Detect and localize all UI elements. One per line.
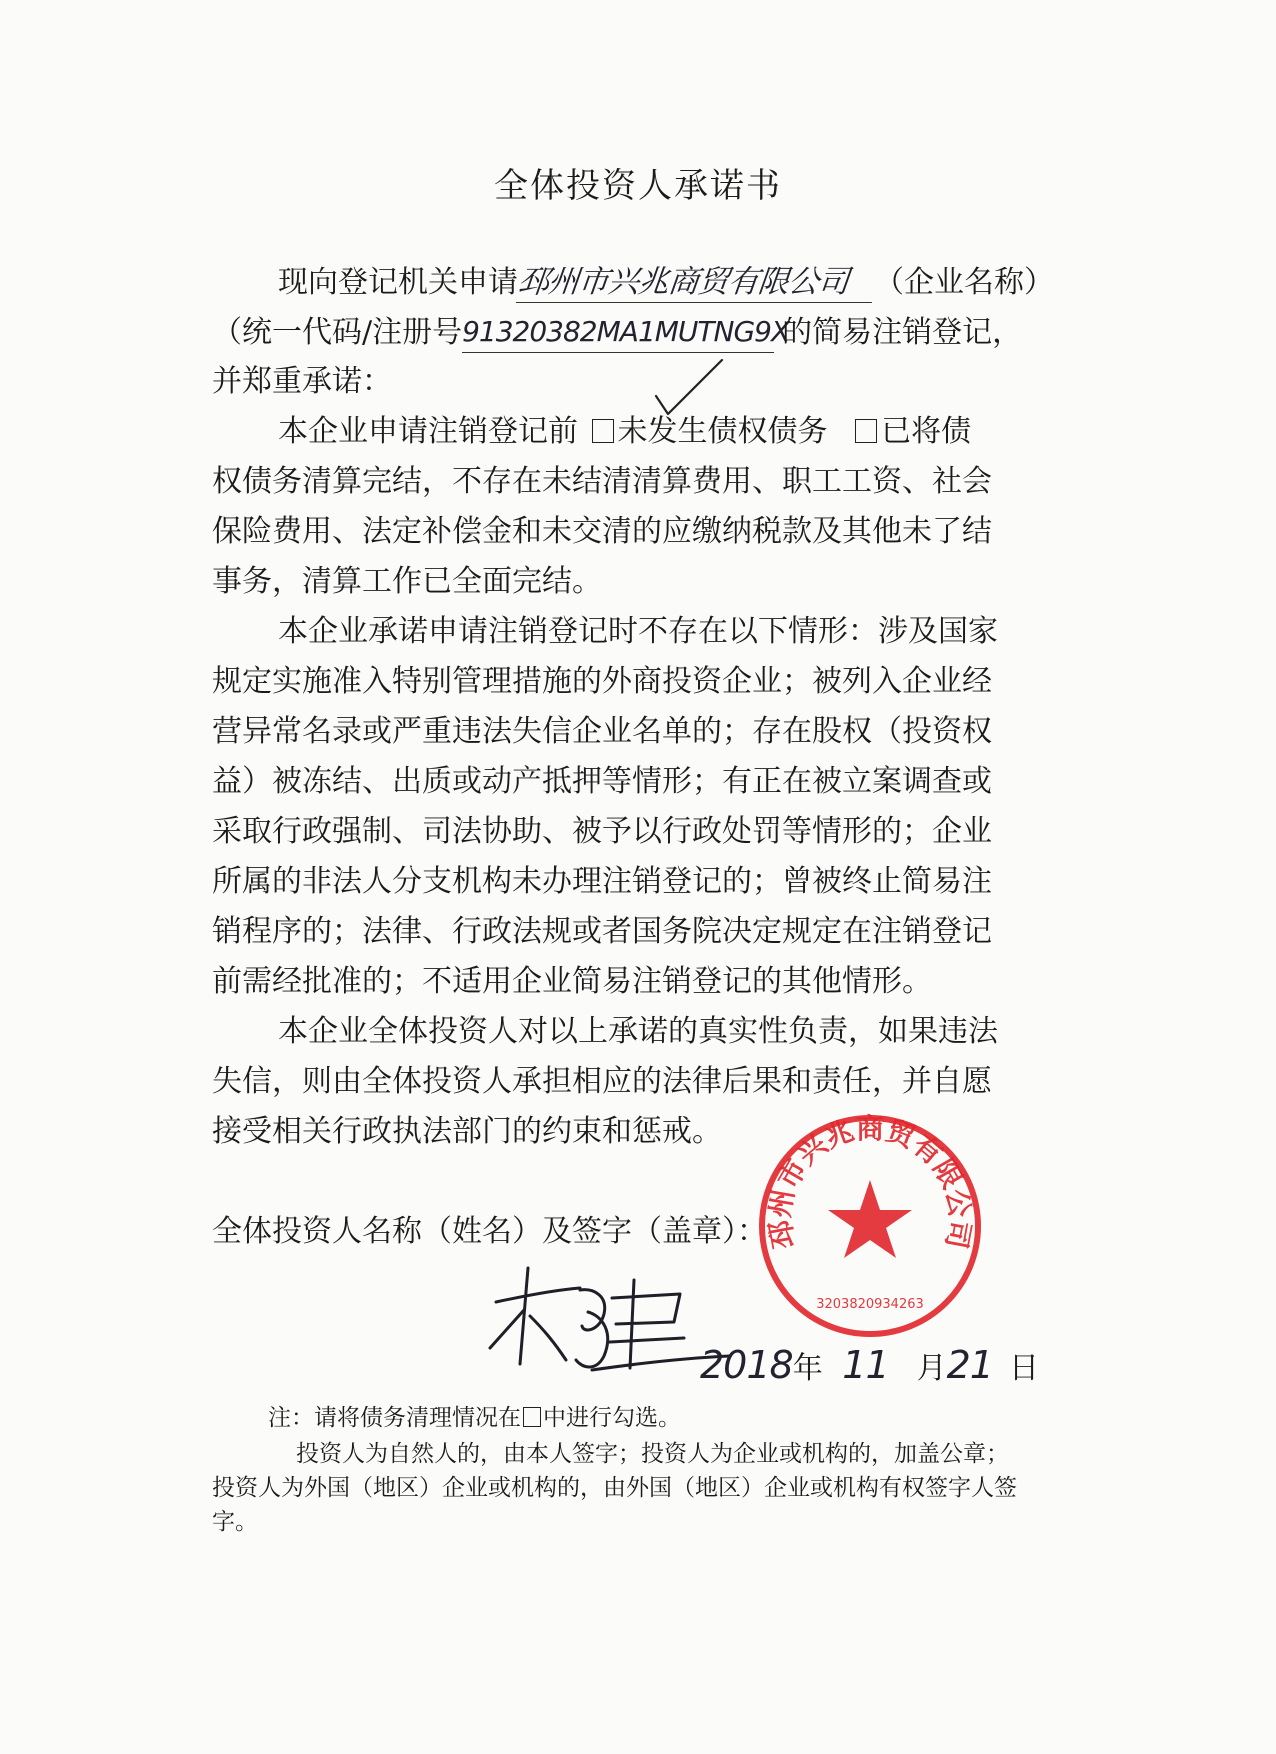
date-month-label: 月 [916, 1351, 947, 1386]
note-line1-prefix: 注：请将债务清理情况在 [268, 1405, 521, 1431]
checkbox-debt-settled[interactable] [855, 419, 877, 443]
p1-line3: 并郑重承诺： [212, 364, 392, 399]
p3-line2: 规定实施准入特别管理措施的外商投资企业；被列入企业经 [212, 664, 992, 699]
p1-line1 [278, 262, 1054, 303]
signature-label: 全体投资人名称（姓名）及签字（盖章）： [212, 1214, 767, 1249]
date-year-handwritten: 2018 [700, 1343, 793, 1387]
note-line1-suffix: 中进行勾选。 [543, 1405, 681, 1431]
seal-text: 邳州市兴兆商贸有限公司 [763, 1112, 977, 1252]
option-no-debt-label: 未发生债权债务 [617, 414, 828, 449]
note-checkbox-sample [523, 1407, 541, 1427]
date-year-label: 年 [792, 1351, 823, 1386]
check-mark-icon [650, 356, 730, 436]
code-prefix: （统一代码/注册号 [212, 315, 463, 350]
document-title: 全体投资人承诺书 [494, 166, 782, 206]
handwritten-signature [484, 1260, 734, 1390]
p2-line3: 保险费用、法定补偿金和未交清的应缴纳税款及其他未了结 [212, 514, 992, 549]
p2-line2: 权债务清算完结，不存在未结清清算费用、职工工资、社会 [212, 464, 992, 499]
p4-line2: 失信，则由全体投资人承担相应的法律后果和责任，并自愿 [212, 1064, 992, 1099]
p2-prefix: 本企业申请注销登记前 [278, 414, 578, 449]
p1-prefix: 现向登记机关申请 [278, 265, 518, 300]
p1-line2 [212, 312, 1022, 353]
p3-line3: 营异常名录或严重违法失信企业名单的；存在股权（投资权 [212, 714, 992, 749]
option-debt-settled-label: 已将债 [881, 414, 972, 449]
p2-line1 [278, 412, 971, 452]
p4-line1: 本企业全体投资人对以上承诺的真实性负责，如果违法 [278, 1014, 998, 1049]
date-month-handwritten: 11 [842, 1343, 889, 1387]
p3-line6: 所属的非法人分支机构未办理注销登记的；曾被终止简易注 [212, 864, 992, 899]
company-name-handwritten: 邳州市兴兆商贸有限公司 [516, 262, 876, 303]
unified-code-handwritten: 91320382MA1MUTNG9X [462, 312, 774, 353]
note-line1 [268, 1402, 681, 1434]
p3-line8: 前需经批准的；不适用企业简易注销登记的其他情形。 [212, 964, 932, 999]
date-day-handwritten: 21 [946, 1343, 993, 1387]
checkbox-no-debt[interactable] [592, 419, 614, 443]
note-line4: 字。 [212, 1509, 258, 1535]
code-suffix: 的简易注销登记， [782, 315, 1023, 350]
company-name-suffix: （企业名称） [874, 265, 1054, 300]
note-line3: 投资人为外国（地区）企业或机构的，由外国（地区）企业或机构有权签字人签 [212, 1475, 1017, 1501]
note-line2: 投资人为自然人的，由本人签字；投资人为企业或机构的，加盖公章； [296, 1441, 1009, 1467]
p4-line3: 接受相关行政执法部门的约束和惩戒。 [212, 1114, 722, 1149]
p2-line4: 事务，清算工作已全面完结。 [212, 564, 602, 599]
p3-line7: 销程序的；法律、行政法规或者国务院决定规定在注销登记 [212, 914, 992, 949]
date-line [700, 1343, 1039, 1387]
company-seal [752, 1108, 988, 1344]
seal-number: 3203820934263 [816, 1297, 924, 1312]
p3-line5: 采取行政强制、司法协助、被予以行政处罚等情形的；企业 [212, 814, 992, 849]
p3-line1: 本企业承诺申请注销登记时不存在以下情形：涉及国家 [278, 614, 998, 649]
p3-line4: 益）被冻结、出质或动产抵押等情形；有正在被立案调查或 [212, 764, 992, 799]
date-day-label: 日 [1008, 1351, 1039, 1386]
